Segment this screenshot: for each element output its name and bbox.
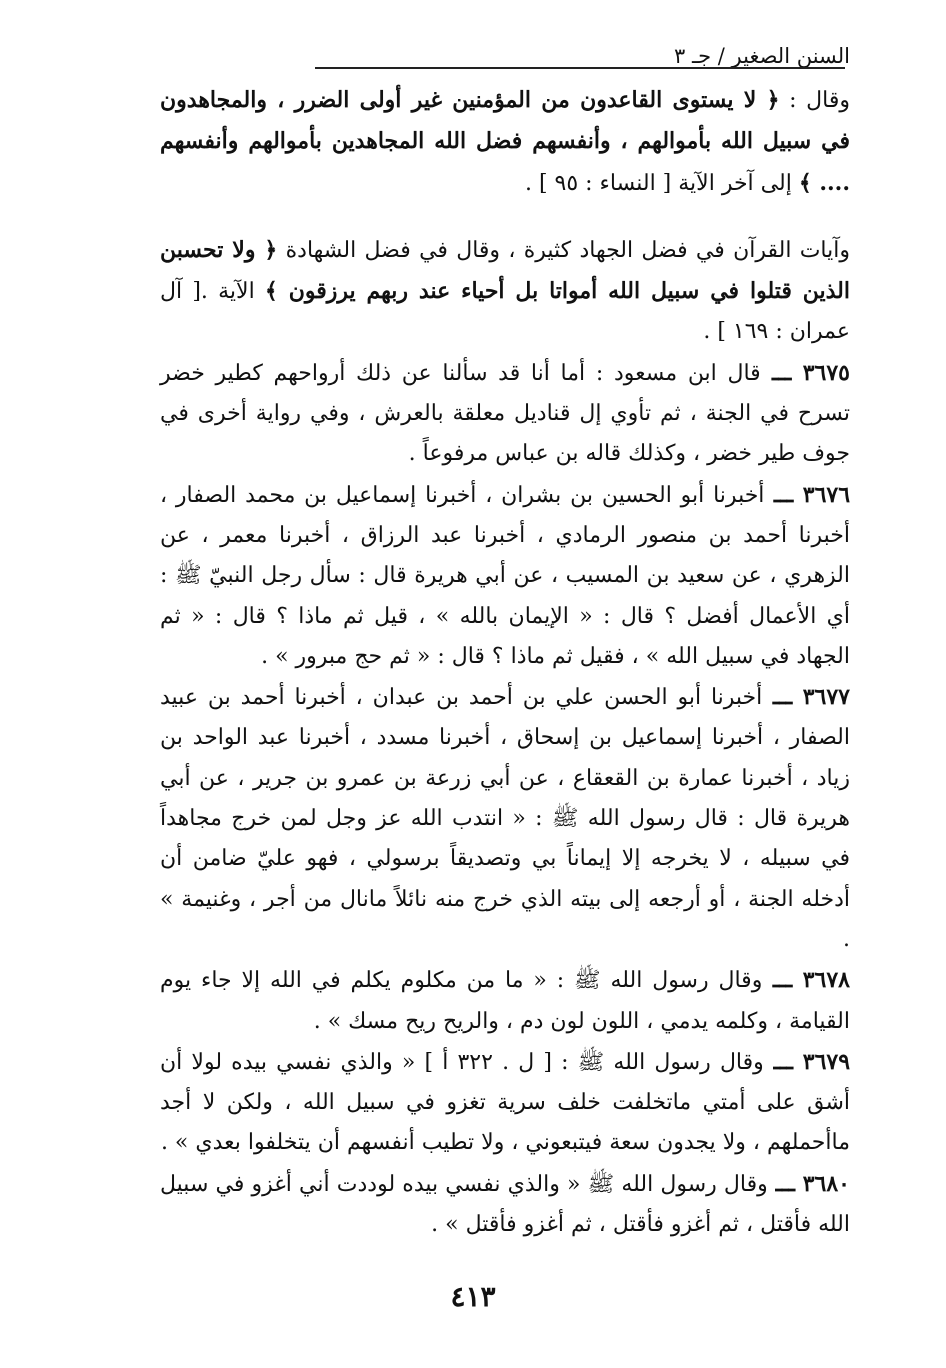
hadith-dash: ـــ bbox=[762, 967, 803, 994]
hadith-3679 bbox=[160, 1042, 850, 1164]
hadith-3677 bbox=[160, 677, 850, 960]
paragraph-lead: وقال : bbox=[779, 88, 850, 113]
hadith-dash: ـــ bbox=[760, 359, 803, 386]
quran-quote: ﴿ ولا تحسبن الذين قتلوا في سبيل الله أمواتا بل أحياء عند ربهم يرزقون ﴾ bbox=[160, 236, 850, 305]
hadith-number: ٣٦٧٨ bbox=[802, 967, 850, 994]
hadith-3678 bbox=[160, 960, 850, 1042]
header-rule bbox=[315, 67, 845, 69]
paragraph-gap bbox=[160, 204, 850, 230]
hadith-number: ٣٦٧٧ bbox=[802, 684, 850, 711]
hadith-number: ٣٦٧٥ bbox=[802, 359, 850, 386]
hadith-dash: ـــ bbox=[762, 684, 803, 711]
paragraph-tail: الآية .[ آل عمران : ١٦٩ ] . bbox=[160, 279, 850, 345]
hadith-text: وقال رسول الله ﷺ : « ما من مكلوم يكلم في الله إلا جاء يوم القيامة ، وكلمه يدمي ، اللون لون دم ، والريح ريح مسك » . bbox=[160, 968, 850, 1034]
quran-quote: ﴿ لا يستوى القاعدون من المؤمنين غير أولى الضرر ، والمجاهدون في سبيل الله بأموالهم ، وأنفسهم فضل الله المجاهدين بأموالهم وأنفسهم .... ﴾ bbox=[160, 87, 850, 196]
hadith-text: وقال رسول الله ﷺ « والذي نفسي بيده لوددت أني أغزو في سبيل الله فأقتل ، ثم أغزو فأقتل ، ثم أغزو فأقتل » . bbox=[160, 1171, 850, 1238]
hadith-text: أخبرنا أبو الحسن علي بن أحمد بن عبدان ، أخبرنا أحمد بن عبيد الصفار ، أخبرنا إسماعيل بن إسحاق ، أخبرنا مسدد ، أخبرنا عبد الواحد بن زياد ، أخبرنا عمارة بن القعقاع ، عن أبي زرعة بن عمرو بن جرير ، عن أبي هريرة قال : قال رسول الله ﷺ : « انتدب الله عز وجل لمن خرج مجاهداً في سبيله ، لا يخرجه إلا إيماناً بي وتصديقاً برسولي ، فهو عليّ ضامن أن أدخله الجنة ، أو أرجعه إلى بيته الذي خرج منه نائلاً مانال من أجر ، وغنيمة » . bbox=[160, 685, 850, 952]
paragraph-lead: وآيات القرآن في فضل الجهاد كثيرة ، وقال في فضل الشهادة bbox=[277, 237, 850, 263]
hadith-number: ٣٦٧٦ bbox=[802, 481, 851, 508]
hadith-text: قال ابن مسعود : أما أنا قد سألنا عن ذلك أرواحهم كطير خضر تسرح في الجنة ، ثم تأوي إل قناديل معلقة بالعرش ، وفي رواية أخرى في جوف طير خضر ، وكذلك قاله بن عباس مرفوعاً . bbox=[160, 360, 850, 467]
hadith-number: ٣٦٨٠ bbox=[802, 1170, 850, 1197]
header-title: السنن الصغير / جـ ٣ bbox=[674, 44, 850, 68]
hadith-3680 bbox=[160, 1164, 850, 1246]
page-number: ٤١٣ bbox=[450, 1280, 496, 1313]
running-header bbox=[150, 40, 850, 80]
hadith-number: ٣٦٧٩ bbox=[802, 1048, 851, 1075]
hadith-dash: ـــ bbox=[767, 1170, 803, 1197]
paragraph-tail: إلى آخر الآية [ النساء : ٩٥ ] . bbox=[524, 170, 799, 196]
paragraph-martyrdom-verse bbox=[160, 230, 850, 353]
main-text bbox=[160, 80, 850, 1245]
hadith-text: أخبرنا أبو الحسين بن بشران ، أخبرنا إسماعيل بن محمد الصفار ، أخبرنا أحمد بن منصور الرمادي ، أخبرنا عبد الرزاق ، أخبرنا معمر ، عن الزهري ، عن سعيد بن المسيب ، عن أبي هريرة قال : سأل رجل النبيّ ﷺ : أي الأعمال أفضل ؟ قال : « الإيمان بالله » ، قيل ثم ماذا ؟ قال : « ثم الجهاد في سبيل الله » ، فقيل ثم ماذا ؟ قال : « ثم حج مبرور » . bbox=[160, 482, 850, 669]
hadith-dash: ـــ bbox=[763, 1048, 803, 1075]
hadith-dash: ـــ bbox=[764, 481, 803, 508]
hadith-3676 bbox=[160, 475, 850, 677]
hadith-text: وقال رسول الله ﷺ : [ ل . ٣٢٢ أ ] « والذي نفسي بيده لولا أن أشق على أمتي ماتخلفت خلف سرية تغزو في سبيل الله ، ولكن لا أجد ماأحملهم ، ولا يجدون سعة فيتبعوني ، ولا تطيب أنفسهم أن يتخلفوا بعدي » . bbox=[160, 1049, 850, 1156]
paragraph-intro-verse bbox=[160, 80, 850, 204]
hadith-3675 bbox=[160, 353, 850, 475]
